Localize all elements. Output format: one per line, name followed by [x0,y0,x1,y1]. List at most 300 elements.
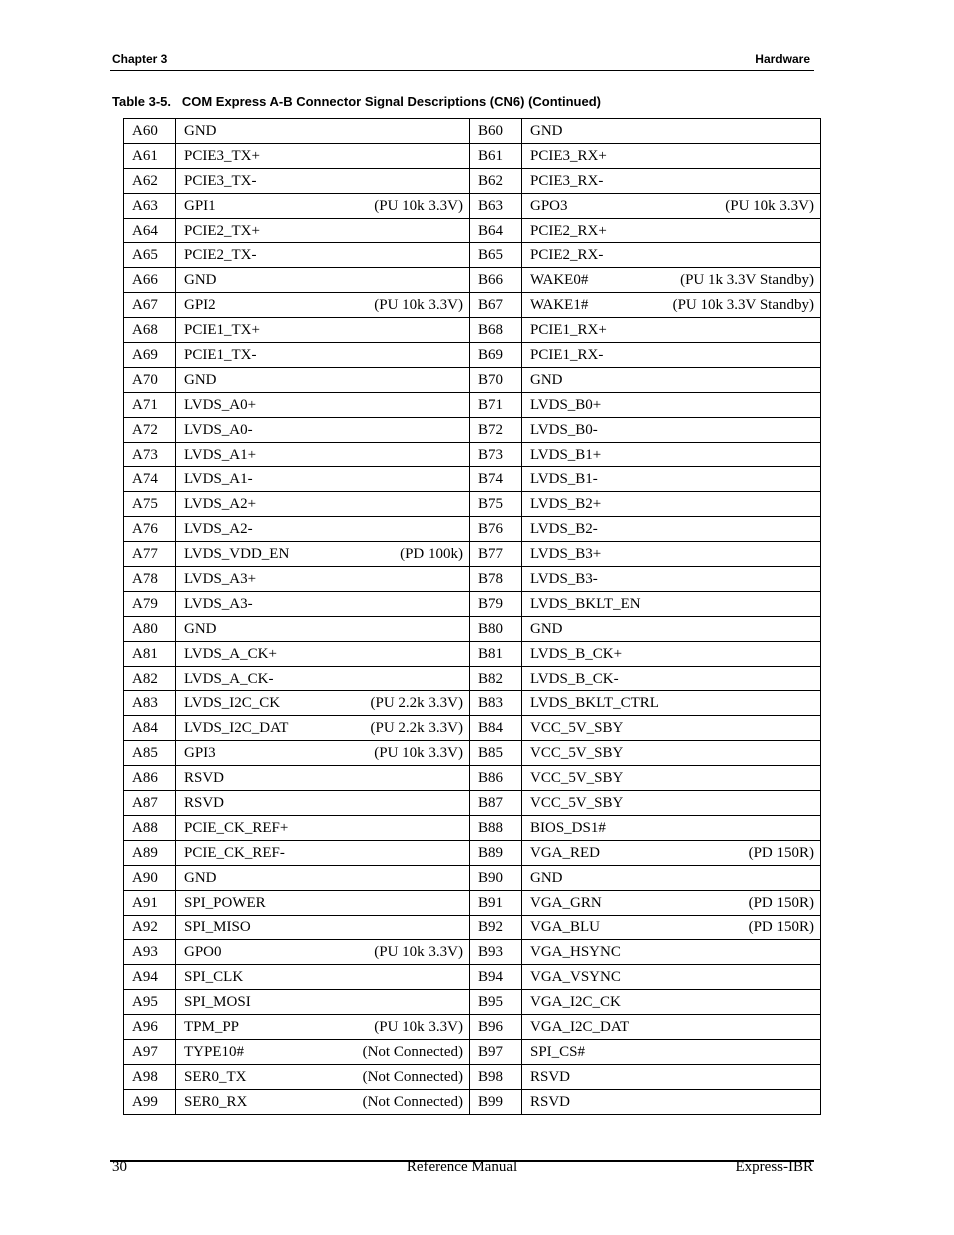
signal-b [522,119,821,144]
signal-a [176,890,470,915]
pin-b: B82 [470,666,522,691]
signal-a [176,666,470,691]
signal-b [522,193,821,218]
signal-b [522,815,821,840]
pin-a: A86 [124,766,176,791]
signal-name: PCIE_CK_REF+ [184,819,289,836]
table-row [124,716,821,741]
table-row [124,343,821,368]
signal-b [522,243,821,268]
signal-name: GND [184,122,217,139]
signal-name: LVDS_A3+ [184,570,257,587]
pin-a: A84 [124,716,176,741]
pin-b: B79 [470,591,522,616]
table-row [124,915,821,940]
signal-b [522,168,821,193]
signal-b [522,1089,821,1114]
pin-a: A77 [124,542,176,567]
section-label: Hardware [755,52,810,66]
pin-b: B89 [470,840,522,865]
signal-name: RSVD [184,770,225,787]
signal-a [176,1089,470,1114]
signal-note: (PU 10k 3.3V) [374,197,463,214]
signal-name: GND [184,869,217,886]
table-row [124,417,821,442]
product-name: Express-IBR [735,1159,813,1175]
table-row [124,268,821,293]
signal-note: (PD 150R) [748,844,814,861]
pin-b: B70 [470,367,522,392]
pin-b: B85 [470,741,522,766]
signal-b [522,591,821,616]
signal-name: GND [184,371,217,388]
signal-name: LVDS_B1- [530,471,598,488]
signal-b [522,293,821,318]
signal-name: TYPE10# [184,1043,244,1060]
signal-a [176,492,470,517]
pin-b: B86 [470,766,522,791]
pin-b: B98 [470,1064,522,1089]
pin-b: B64 [470,218,522,243]
pin-a: A81 [124,641,176,666]
pin-b: B67 [470,293,522,318]
pin-b: B63 [470,193,522,218]
pin-a: A64 [124,218,176,243]
signal-name: GPO0 [184,944,222,961]
pin-a: A69 [124,343,176,368]
signal-a [176,467,470,492]
signal-name: PCIE2_RX- [530,247,604,264]
signal-a [176,815,470,840]
table-row [124,293,821,318]
pin-b: B88 [470,815,522,840]
pin-a: A92 [124,915,176,940]
pin-b: B99 [470,1089,522,1114]
pin-a: A60 [124,119,176,144]
signal-name: LVDS_A2- [184,521,253,538]
signal-name: VGA_I2C_CK [530,994,621,1011]
pin-b: B75 [470,492,522,517]
table-caption: Table 3-5. COM Express A-B Connector Signal Descriptions (CN6) (Continued) [112,94,601,109]
pin-b: B68 [470,318,522,343]
pin-b: B60 [470,119,522,144]
pin-a: A76 [124,517,176,542]
signal-name: PCIE2_RX+ [530,222,607,239]
table-row [124,567,821,592]
pin-b: B61 [470,143,522,168]
chapter-label: Chapter 3 [112,52,168,66]
pin-b: B83 [470,691,522,716]
signal-name: LVDS_B3+ [530,546,602,563]
signal-name: LVDS_VDD_EN [184,546,290,563]
pin-a: A75 [124,492,176,517]
table-row [124,1089,821,1114]
table-row [124,965,821,990]
signal-a [176,1064,470,1089]
signal-b [522,492,821,517]
pin-b: B62 [470,168,522,193]
signal-note: (PU 10k 3.3V) [374,1019,463,1035]
signal-name: VGA_RED [530,844,600,861]
signal-name: VGA_BLU [530,919,600,936]
pin-a: A66 [124,268,176,293]
signal-name: LVDS_B1+ [530,446,602,463]
pin-b: B96 [470,1015,522,1040]
signal-a [176,766,470,791]
pin-a: A83 [124,691,176,716]
signal-a [176,542,470,567]
signal-a [176,791,470,816]
signal-name: GND [184,272,217,289]
pin-a: A62 [124,168,176,193]
signal-name: SPI_MOSI [184,994,251,1011]
table-row [124,840,821,865]
signal-b [522,890,821,915]
signal-b [522,442,821,467]
pin-b: B72 [470,417,522,442]
pin-a: A61 [124,143,176,168]
signal-b [522,318,821,343]
signal-b [522,467,821,492]
signal-note: (PU 10k 3.3V) [374,944,463,961]
signal-name: LVDS_A3- [184,595,253,612]
signal-b [522,915,821,940]
table-row [124,890,821,915]
pin-a: A85 [124,741,176,766]
signal-b [522,218,821,243]
signal-b [522,567,821,592]
signal-name: PCIE3_RX+ [530,147,607,164]
table-row [124,517,821,542]
pin-a: A94 [124,965,176,990]
signal-a [176,741,470,766]
signal-b [522,766,821,791]
pin-a: A72 [124,417,176,442]
signal-name: GND [530,869,563,886]
signal-note: (PD 100k) [400,546,463,563]
pin-b: B90 [470,865,522,890]
pin-a: A97 [124,1039,176,1064]
signal-note: (PU 10k 3.3V) [725,197,814,214]
signal-b [522,268,821,293]
table-row [124,666,821,691]
pin-a: A93 [124,940,176,965]
signal-note: (PU 2.2k 3.3V) [370,695,463,712]
signal-name: VCC_5V_SBY [530,720,624,737]
signal-a [176,915,470,940]
signal-b [522,865,821,890]
pin-a: A80 [124,616,176,641]
signal-b [522,616,821,641]
signal-name: GND [530,371,563,388]
table-row [124,1039,821,1064]
signal-b [522,716,821,741]
signal-a [176,990,470,1015]
pin-a: A74 [124,467,176,492]
signal-name: GPO3 [530,197,568,214]
pin-a: A78 [124,567,176,592]
table-row [124,691,821,716]
pin-a: A95 [124,990,176,1015]
signal-name: PCIE1_RX- [530,346,604,363]
signal-b [522,840,821,865]
signal-a [176,716,470,741]
signal-name: LVDS_I2C_CK [184,695,281,712]
signal-a [176,965,470,990]
signal-name: GPI3 [184,745,216,762]
signal-a [176,367,470,392]
signal-b [522,641,821,666]
pin-b: B78 [470,567,522,592]
signal-name: GPI1 [184,197,216,214]
signal-name: WAKE0# [530,272,589,289]
table-row [124,766,821,791]
table-row [124,591,821,616]
pin-b: B66 [470,268,522,293]
pin-a: A79 [124,591,176,616]
signal-b [522,940,821,965]
signal-name: LVDS_BKLT_EN [530,595,641,612]
pin-b: B73 [470,442,522,467]
signal-name: PCIE3_RX- [530,172,604,189]
pin-b: B91 [470,890,522,915]
signal-table-body [124,119,821,1115]
signal-name: LVDS_B0- [530,421,598,438]
pin-a: A91 [124,890,176,915]
signal-name: PCIE3_TX+ [184,147,260,164]
signal-a [176,243,470,268]
signal-a [176,318,470,343]
pin-b: B97 [470,1039,522,1064]
pin-b: B80 [470,616,522,641]
signal-a [176,442,470,467]
table-row [124,193,821,218]
signal-name: LVDS_B2- [530,521,598,538]
signal-a [176,168,470,193]
signal-a [176,218,470,243]
signal-name: PCIE3_TX- [184,172,257,189]
signal-name: VCC_5V_SBY [530,770,624,787]
signal-a [176,840,470,865]
pin-b: B81 [470,641,522,666]
header-rule [110,70,814,71]
table-row [124,741,821,766]
pin-a: A88 [124,815,176,840]
table-row [124,367,821,392]
signal-name: LVDS_B2+ [530,496,602,513]
pin-b: B69 [470,343,522,368]
signal-name: WAKE1# [530,297,589,314]
pin-a: A98 [124,1064,176,1089]
pin-b: B93 [470,940,522,965]
pin-a: A63 [124,193,176,218]
signal-b [522,517,821,542]
table-row [124,243,821,268]
signal-note: (PD 150R) [748,919,814,936]
pin-a: A67 [124,293,176,318]
pin-a: A96 [124,1015,176,1040]
signal-b [522,965,821,990]
signal-name: LVDS_A1- [184,471,253,488]
pin-a: A68 [124,318,176,343]
signal-b [522,417,821,442]
signal-name: LVDS_A_CK- [184,670,274,687]
signal-name: TPM_PP [184,1019,240,1035]
pin-a: A65 [124,243,176,268]
signal-name: PCIE_CK_REF- [184,844,285,861]
signal-note: (PU 10k 3.3V) [374,297,463,314]
signal-b [522,691,821,716]
signal-a [176,865,470,890]
pin-a: A73 [124,442,176,467]
signal-a [176,143,470,168]
signal-name: LVDS_B_CK- [530,670,619,687]
pin-a: A90 [124,865,176,890]
signal-note: (PU 10k 3.3V Standby) [672,297,814,314]
signal-name: LVDS_B3- [530,570,598,587]
signal-a [176,641,470,666]
pin-b: B94 [470,965,522,990]
signal-a [176,293,470,318]
signal-name: GPI2 [184,297,216,314]
signal-name: GND [530,620,563,637]
table-row [124,791,821,816]
signal-name: PCIE2_TX+ [184,222,260,239]
signal-name: LVDS_I2C_DAT [184,720,289,737]
table-row [124,542,821,567]
table-row [124,815,821,840]
signal-name: RSVD [530,1068,571,1085]
signal-a [176,343,470,368]
pin-b: B76 [470,517,522,542]
signal-note: (PU 10k 3.3V) [374,745,463,762]
table-row [124,940,821,965]
signal-name: VGA_I2C_DAT [530,1019,630,1035]
signal-name: LVDS_A2+ [184,496,257,513]
signal-b [522,143,821,168]
table-row [124,1015,821,1040]
signal-note: (PD 150R) [748,894,814,911]
signal-note: (Not Connected) [362,1093,463,1110]
signal-a [176,417,470,442]
signal-name: VGA_VSYNC [530,969,621,986]
signal-name: SPI_CLK [184,969,244,986]
signal-b [522,1064,821,1089]
table-row [124,218,821,243]
pin-b: B95 [470,990,522,1015]
signal-note: (PU 1k 3.3V Standby) [680,272,814,289]
signal-name: GND [530,122,563,139]
signal-name: PCIE1_TX+ [184,322,260,339]
pin-a: A71 [124,392,176,417]
signal-a [176,119,470,144]
signal-name: BIOS_DS1# [530,819,606,836]
pin-a: A70 [124,367,176,392]
pin-b: B65 [470,243,522,268]
table-row [124,119,821,144]
signal-b [522,791,821,816]
signal-b [522,990,821,1015]
signal-name: LVDS_A_CK+ [184,645,277,662]
table-row [124,168,821,193]
signal-a [176,1015,470,1040]
signal-name: LVDS_B_CK+ [530,645,623,662]
table-row [124,318,821,343]
signal-b [522,343,821,368]
signal-name: PCIE1_RX+ [530,322,607,339]
signal-a [176,616,470,641]
pin-a: A87 [124,791,176,816]
table-row [124,641,821,666]
signal-b [522,666,821,691]
signal-note: (Not Connected) [362,1043,463,1060]
manual-title: Reference Manual [406,1159,518,1175]
signal-name: VGA_GRN [530,894,602,911]
signal-name: VGA_HSYNC [530,944,621,961]
signal-name: VCC_5V_SBY [530,794,624,811]
signal-name: GND [184,620,217,637]
signal-table [123,118,821,1115]
table-row [124,143,821,168]
signal-a [176,567,470,592]
signal-name: PCIE1_TX- [184,346,257,363]
signal-a [176,193,470,218]
signal-a [176,691,470,716]
signal-name: RSVD [184,794,225,811]
signal-name: SPI_POWER [184,894,266,911]
signal-a [176,268,470,293]
table-row [124,1064,821,1089]
signal-name: LVDS_A0+ [184,396,257,413]
signal-name: LVDS_BKLT_CTRL [530,695,659,712]
table-row [124,442,821,467]
pin-b: B92 [470,915,522,940]
signal-name: RSVD [530,1093,571,1110]
signal-b [522,392,821,417]
table-row [124,990,821,1015]
pin-b: B87 [470,791,522,816]
signal-name: SER0_RX [184,1093,248,1110]
signal-b [522,542,821,567]
signal-name: LVDS_A1+ [184,446,257,463]
signal-name: LVDS_B0+ [530,396,602,413]
signal-note: (Not Connected) [362,1068,463,1085]
table-row [124,467,821,492]
signal-name: LVDS_A0- [184,421,253,438]
pin-a: A82 [124,666,176,691]
table-row [124,492,821,517]
pin-b: B84 [470,716,522,741]
pin-b: B74 [470,467,522,492]
page-number: 30 [112,1159,127,1175]
signal-name: PCIE2_TX- [184,247,257,264]
signal-name: SER0_TX [184,1068,247,1085]
pin-a: A99 [124,1089,176,1114]
signal-a [176,392,470,417]
signal-note: (PU 2.2k 3.3V) [370,720,463,737]
signal-b [522,741,821,766]
signal-a [176,940,470,965]
signal-b [522,367,821,392]
signal-b [522,1039,821,1064]
pin-b: B71 [470,392,522,417]
signal-a [176,591,470,616]
signal-name: SPI_MISO [184,919,251,936]
signal-b [522,1015,821,1040]
table-row [124,392,821,417]
pin-b: B77 [470,542,522,567]
table-row [124,865,821,890]
